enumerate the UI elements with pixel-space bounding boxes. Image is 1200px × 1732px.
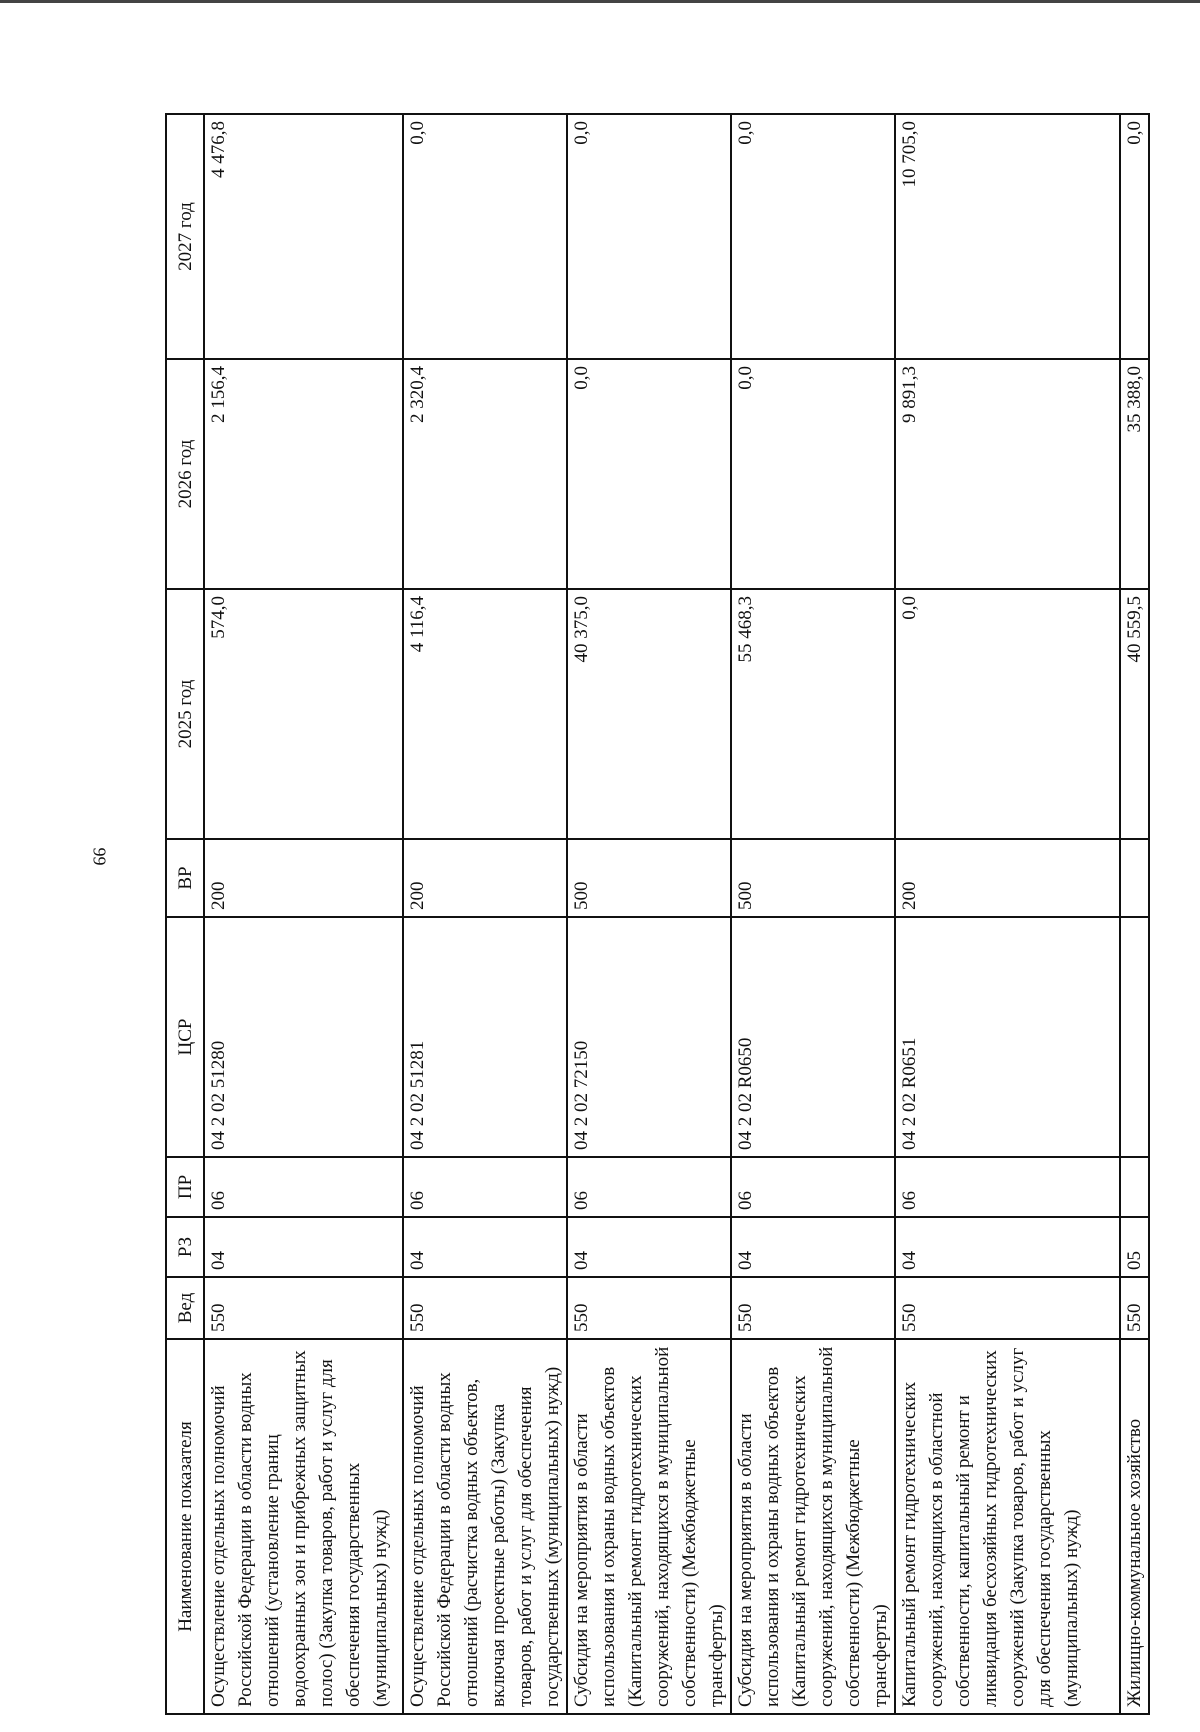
cell-vr: 200 [403, 839, 567, 917]
cell-pr: 06 [567, 1157, 731, 1217]
header-pr: ПР [166, 1157, 204, 1217]
cell-name: Субсидия на мероприятия в области использования и охраны водных объектов (Капитальный ремонт гидротехнических сооружений, находящихся в муниципальной собственности) (Межбюджетные трансферты) [567, 1339, 731, 1714]
page-number: 99 [89, 847, 110, 866]
cell-ved: 550 [1120, 1277, 1149, 1339]
header-ved: Вед [166, 1277, 204, 1339]
table-row [567, 114, 731, 1714]
cell-rz: 04 [403, 1217, 567, 1277]
header-rz: РЗ [166, 1217, 204, 1277]
cell-csr: 04 2 02 51280 [204, 917, 403, 1157]
cell-2027: 0,0 [567, 114, 731, 359]
cell-ved: 550 [567, 1277, 731, 1339]
cell-2026: 9 891,3 [895, 359, 1120, 589]
cell-csr: 04 2 02 51281 [403, 917, 567, 1157]
cell-2027: 10 705,0 [895, 114, 1120, 359]
cell-vr: 500 [567, 839, 731, 917]
table-row [204, 114, 403, 1714]
rotated-table-container [165, 115, 1145, 1715]
header-2027: 2027 год [166, 114, 204, 359]
budget-table [165, 113, 1150, 1715]
cell-pr: 06 [204, 1157, 403, 1217]
cell-rz: 04 [895, 1217, 1120, 1277]
cell-pr: 06 [403, 1157, 567, 1217]
cell-vr: 200 [895, 839, 1120, 917]
cell-name: Субсидия на мероприятия в области использования и охраны водных объектов (Капитальный ремонт гидротехнических сооружений, находящихся в муниципальной собственности) (Межбюджетные трансферты) [731, 1339, 895, 1714]
cell-name: Капитальный ремонт гидротехнических сооружений, находящихся в областной собственности, капитальный ремонт и ликвидация бесхозяйных гидротехнических сооружений (Закупка товаров, работ и услуг для обеспечения государственных (муниципальных) нужд) [895, 1339, 1120, 1714]
table-row [731, 114, 895, 1714]
cell-2027: 0,0 [403, 114, 567, 359]
cell-2026: 2 156,4 [204, 359, 403, 589]
cell-ved: 550 [895, 1277, 1120, 1339]
cell-csr: 04 2 02 R0650 [731, 917, 895, 1157]
cell-csr [1120, 917, 1149, 1157]
cell-2026: 0,0 [567, 359, 731, 589]
table-row [403, 114, 567, 1714]
table-row [895, 114, 1120, 1714]
cell-2025: 40 559,5 [1120, 589, 1149, 839]
cell-2025: 0,0 [895, 589, 1120, 839]
cell-2025: 4 116,4 [403, 589, 567, 839]
header-name: Наименование показателя [166, 1339, 204, 1714]
cell-rz: 04 [204, 1217, 403, 1277]
cell-rz: 04 [567, 1217, 731, 1277]
header-csr: ЦСР [166, 917, 204, 1157]
cell-pr: 06 [731, 1157, 895, 1217]
top-border-line [0, 0, 1200, 3]
cell-rz: 04 [731, 1217, 895, 1277]
cell-2027: 0,0 [1120, 114, 1149, 359]
cell-pr [1120, 1157, 1149, 1217]
cell-csr: 04 2 02 R0651 [895, 917, 1120, 1157]
cell-name: Жилищно-коммунальное хозяйство [1120, 1339, 1149, 1714]
cell-name: Осуществление отдельных полномочий Российской Федерации в области водных отношений (установление границ водоохранных зон и прибрежных защитных полос) (Закупка товаров, работ и услуг для обеспечения государственных (муниципальных) нужд) [204, 1339, 403, 1714]
cell-csr: 04 2 02 72150 [567, 917, 731, 1157]
cell-vr: 200 [204, 839, 403, 917]
cell-2026: 35 388,0 [1120, 359, 1149, 589]
header-row [166, 114, 204, 1714]
cell-2026: 2 320,4 [403, 359, 567, 589]
cell-name: Осуществление отдельных полномочий Российской Федерации в области водных отношений (расчистка водных объектов, включая проектные работы) (Закупка товаров, работ и услуг для обеспечения государственных (муниципальных) нужд) [403, 1339, 567, 1714]
cell-pr: 06 [895, 1157, 1120, 1217]
cell-2027: 0,0 [731, 114, 895, 359]
cell-2025: 574,0 [204, 589, 403, 839]
cell-2025: 40 375,0 [567, 589, 731, 839]
cell-ved: 550 [731, 1277, 895, 1339]
cell-vr [1120, 839, 1149, 917]
cell-2026: 0,0 [731, 359, 895, 589]
table-row [1120, 114, 1149, 1714]
cell-ved: 550 [204, 1277, 403, 1339]
header-2026: 2026 год [166, 359, 204, 589]
cell-2027: 4 476,8 [204, 114, 403, 359]
cell-vr: 500 [731, 839, 895, 917]
cell-2025: 55 468,3 [731, 589, 895, 839]
cell-ved: 550 [403, 1277, 567, 1339]
cell-rz: 05 [1120, 1217, 1149, 1277]
header-2025: 2025 год [166, 589, 204, 839]
header-vr: ВР [166, 839, 204, 917]
